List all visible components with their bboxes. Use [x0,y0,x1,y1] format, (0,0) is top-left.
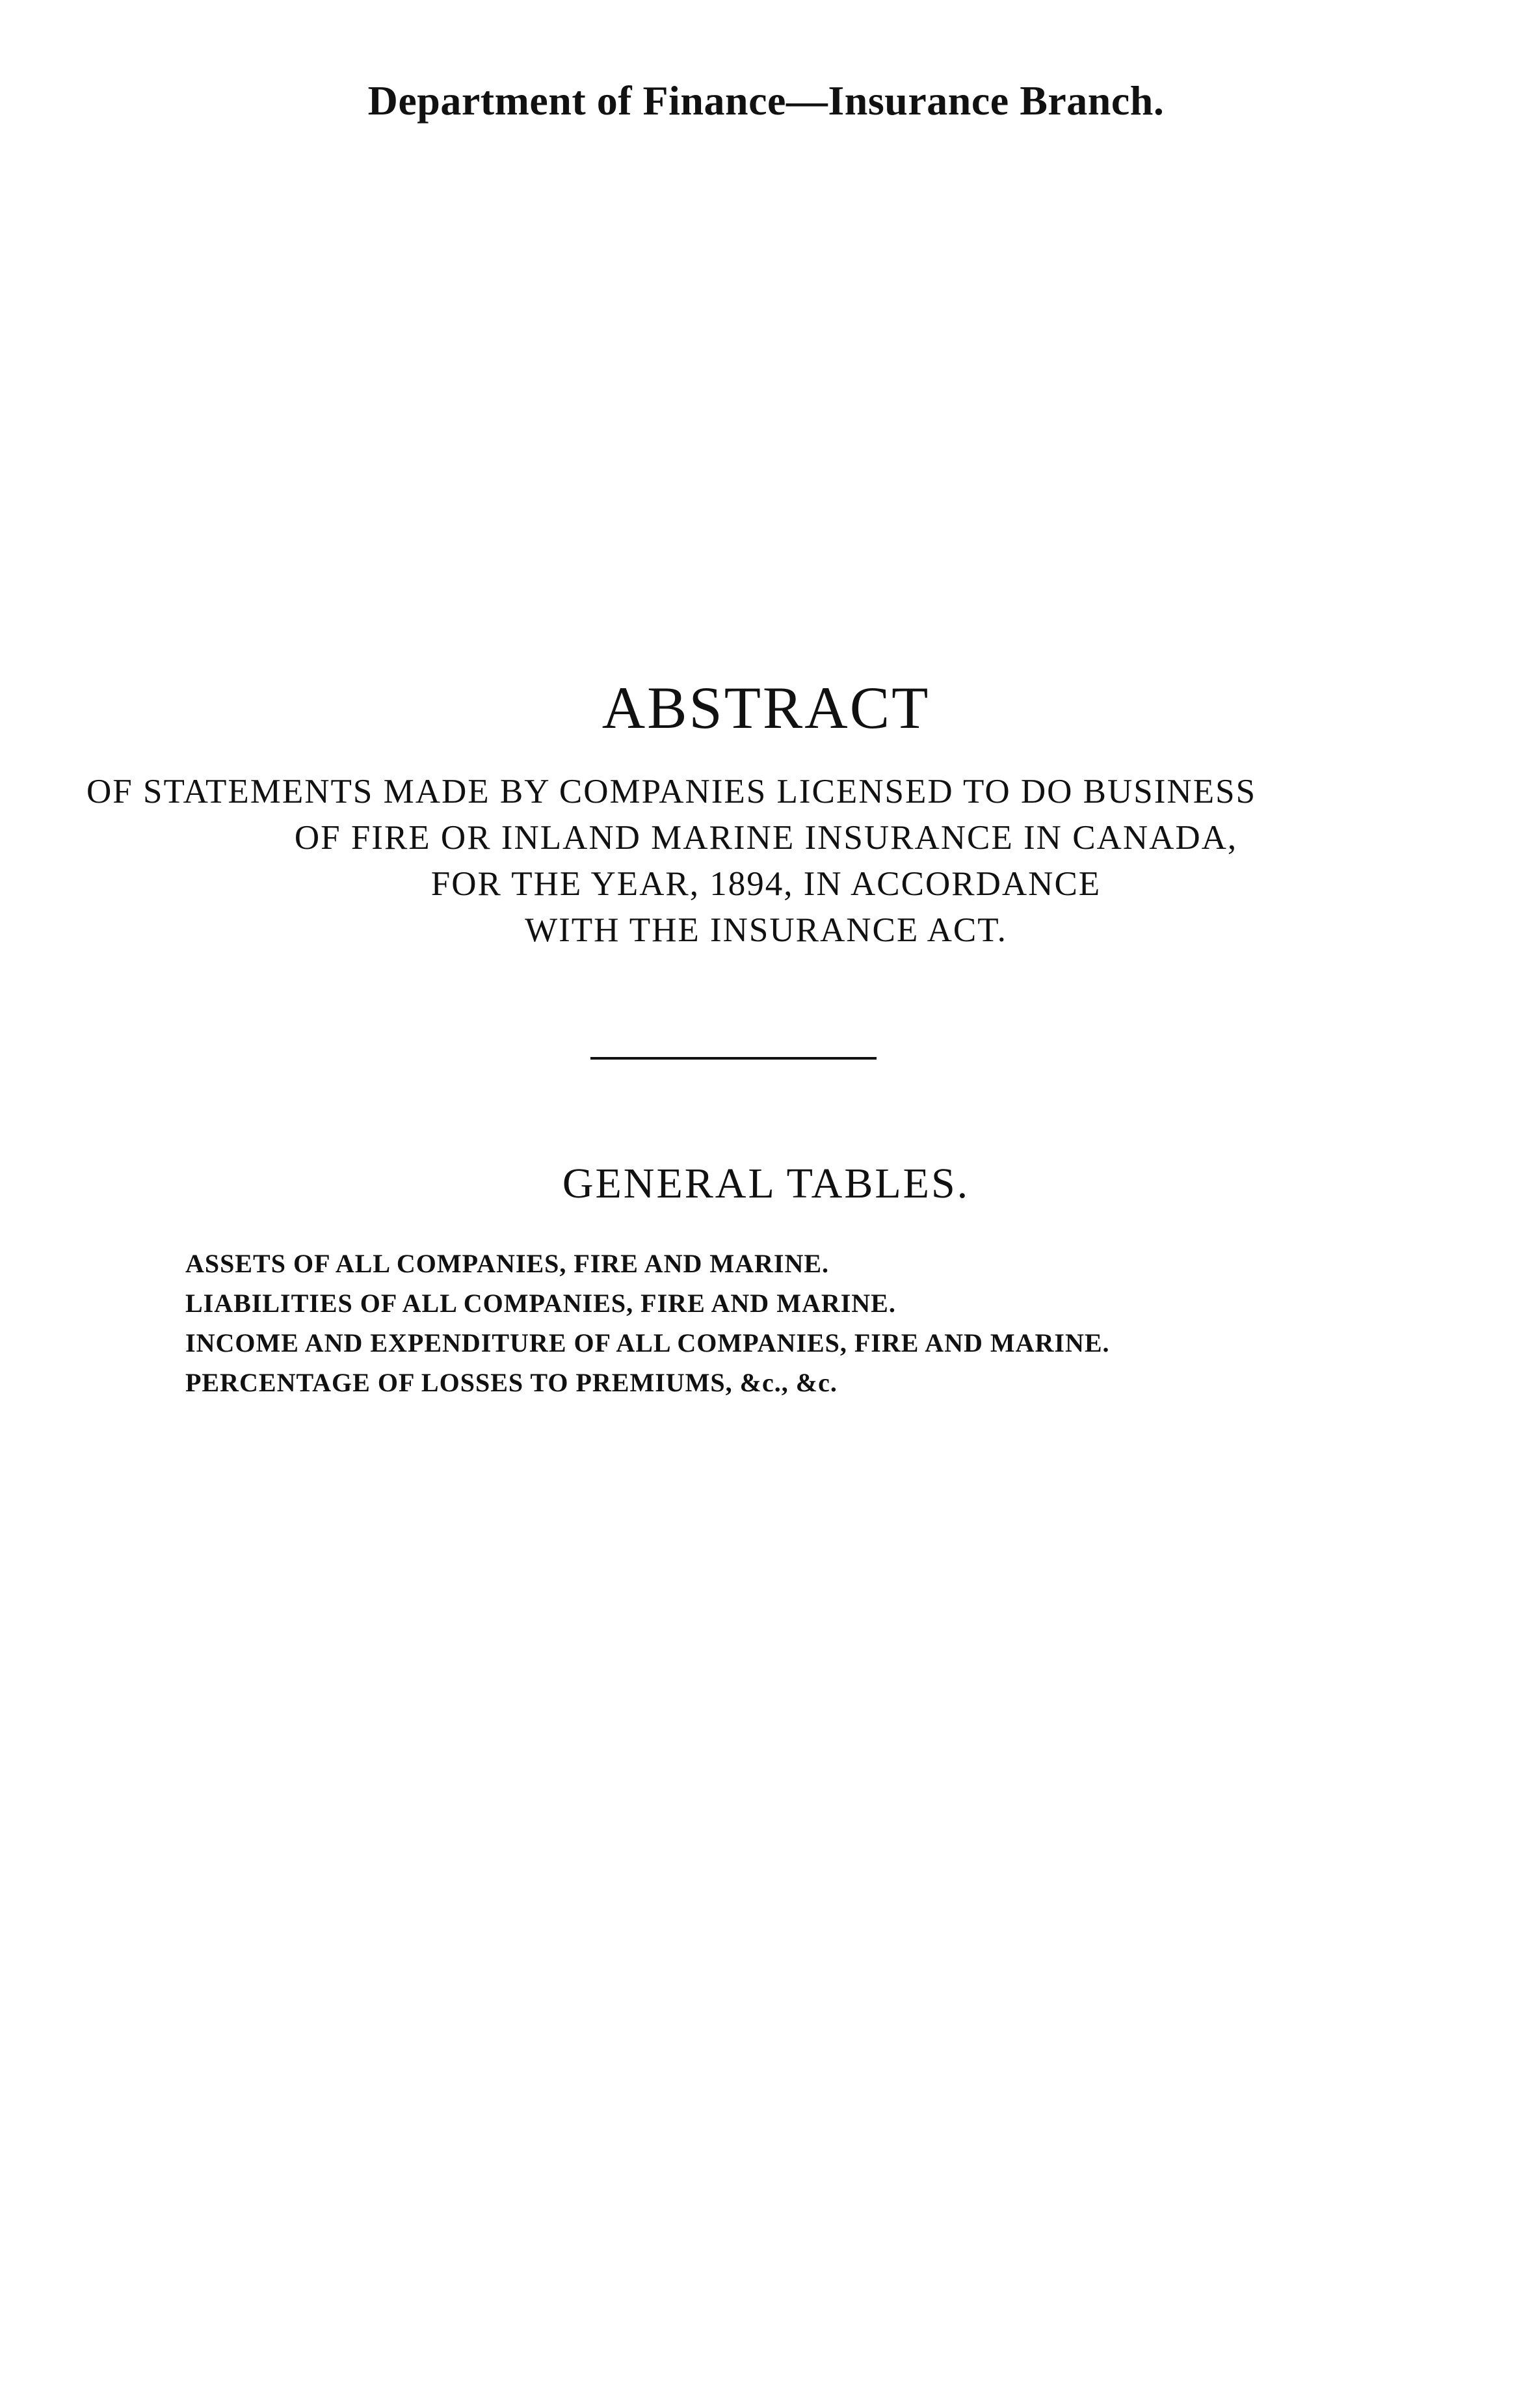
subtitle-line: OF STATEMENTS MADE BY COMPANIES LICENSED TO DO BUSINESS [86,773,1257,810]
subtitle-line: FOR THE YEAR, 1894, IN ACCORDANCE [430,865,1102,903]
horizontal-divider [590,1057,877,1060]
document-title: ABSTRACT [601,675,931,741]
table-list [185,1244,1110,1402]
subtitle-line: OF FIRE OR INLAND MARINE INSURANCE IN CANADA, [294,819,1238,857]
list-item: LIABILITIES OF ALL COMPANIES, FIRE AND MARINE. [185,1289,896,1318]
list-item: PERCENTAGE OF LOSSES TO PREMIUMS, &c., &c. [185,1368,838,1397]
list-item: ASSETS OF ALL COMPANIES, FIRE AND MARINE. [185,1249,830,1278]
department-header: Department of Finance—Insurance Branch. [367,77,1165,124]
section-heading: GENERAL TABLES. [562,1160,970,1207]
document-subtitle [0,769,1532,954]
subtitle-line: WITH THE INSURANCE ACT. [525,911,1007,949]
list-item: INCOME AND EXPENDITURE OF ALL COMPANIES, FIRE AND MARINE. [185,1328,1110,1358]
